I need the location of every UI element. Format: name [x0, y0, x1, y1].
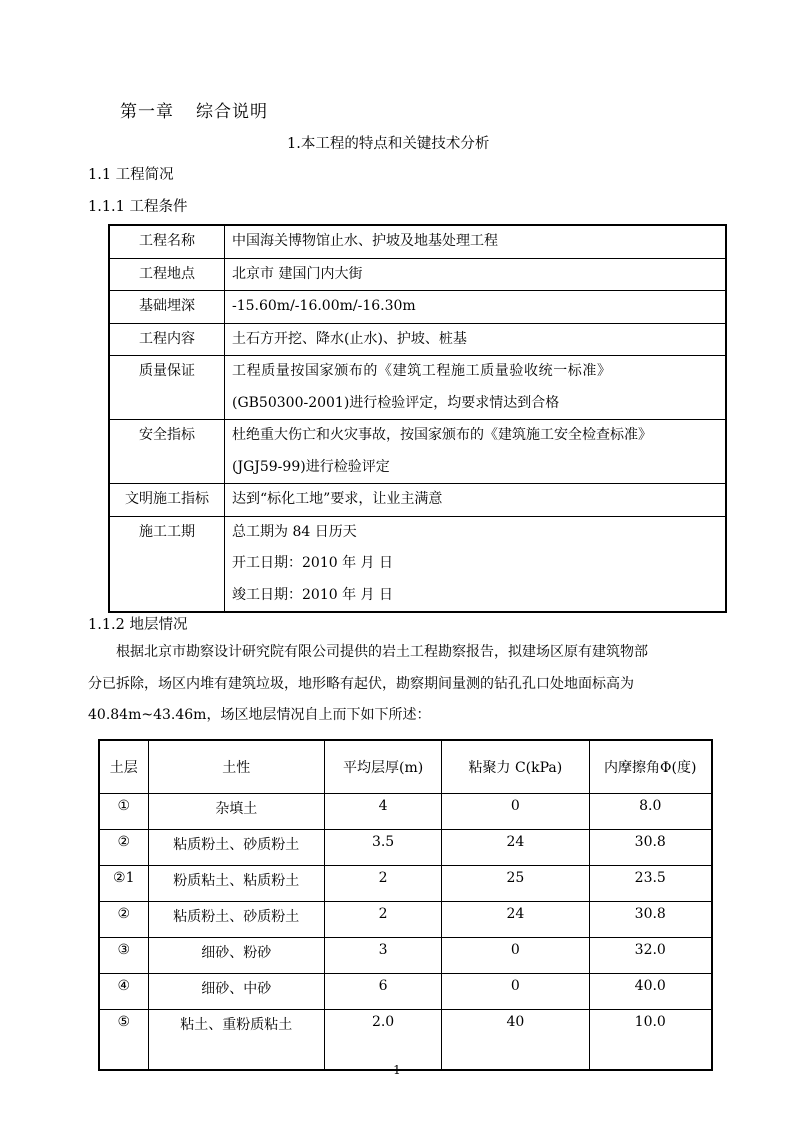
table-cell: 2	[324, 866, 441, 902]
condition-label: 工程内容	[109, 323, 225, 356]
condition-label: 施工工期	[109, 516, 225, 612]
table-cell: 40.0	[589, 974, 712, 1010]
soil-layer-table	[98, 739, 713, 1071]
table-header-row	[99, 740, 712, 794]
table-row	[99, 902, 712, 938]
table-cell: 0	[442, 974, 589, 1010]
table-row	[99, 938, 712, 974]
page-number: 1	[393, 1063, 401, 1077]
table-cell: 23.5	[589, 866, 712, 902]
condition-label: 工程地点	[109, 258, 225, 291]
table-cell: 30.8	[589, 902, 712, 938]
table-cell: 30.8	[589, 830, 712, 866]
column-header: 内摩擦角Φ(度)	[589, 740, 712, 794]
condition-value: 总工期为 84 日历天 开工日期：2010 年 月 日 竣工日期：2010 年 月 日	[225, 516, 727, 612]
table-cell: ②1	[99, 866, 148, 902]
table-cell: 10.0	[589, 1010, 712, 1071]
table-row	[109, 323, 726, 356]
condition-value: 杜绝重大伤亡和火灾事故，按国家颁布的《建筑施工安全检查标准》 (JGJ59-99)进行检验评定	[225, 420, 727, 484]
column-header: 粘聚力 C(kPa)	[442, 740, 589, 794]
table-row	[109, 258, 726, 291]
paragraph-line: 40.84m~43.46m，场区地层情况自上而下如下所述：	[88, 707, 431, 723]
table-cell: 粉质粘土、粘质粉土	[148, 866, 324, 902]
condition-label: 文明施工指标	[109, 484, 225, 517]
table-cell: 细砂、粉砂	[148, 938, 324, 974]
table-cell: 杂填土	[148, 794, 324, 830]
table-row	[99, 794, 712, 830]
heading-1-1-2: 1.1.2 地层情况	[88, 617, 188, 633]
condition-value: 中国海关博物馆止水、护坡及地基处理工程	[225, 225, 727, 258]
heading-1-1-1: 1.1.1 工程条件	[88, 199, 188, 215]
table-cell: ①	[99, 794, 148, 830]
table-cell: 粘质粉土、砂质粉土	[148, 830, 324, 866]
table-row	[109, 420, 726, 484]
table-cell: 细砂、中砂	[148, 974, 324, 1010]
table-row	[109, 356, 726, 420]
table-cell: 4	[324, 794, 441, 830]
section-title: 1.本工程的特点和关键技术分析	[287, 136, 490, 152]
condition-label: 安全指标	[109, 420, 225, 484]
table-cell: 40	[442, 1010, 589, 1071]
table-row	[99, 1010, 712, 1071]
table-row	[109, 225, 726, 258]
table-cell: 25	[442, 866, 589, 902]
chapter-heading	[120, 97, 268, 122]
table-row	[109, 291, 726, 324]
table-cell: 2	[324, 902, 441, 938]
condition-value: 达到“标化工地”要求，让业主满意	[225, 484, 727, 517]
table-cell: 粘质粉土、砂质粉土	[148, 902, 324, 938]
table-cell: 0	[442, 938, 589, 974]
table-cell: 8.0	[589, 794, 712, 830]
table-cell: 0	[442, 794, 589, 830]
condition-label: 工程名称	[109, 225, 225, 258]
table-cell: 32.0	[589, 938, 712, 974]
condition-value: 土石方开挖、降水(止水)、护坡、桩基	[225, 323, 727, 356]
table-cell: 24	[442, 902, 589, 938]
table-cell: ③	[99, 938, 148, 974]
table-cell: 6	[324, 974, 441, 1010]
table-cell: 3	[324, 938, 441, 974]
heading-1-1: 1.1 工程简况	[88, 167, 174, 183]
condition-value: 北京市 建国门内大街	[225, 258, 727, 291]
table-row	[99, 866, 712, 902]
table-cell: 24	[442, 830, 589, 866]
table-cell: 2.0	[324, 1010, 441, 1071]
table-cell: ②	[99, 830, 148, 866]
project-conditions-table	[108, 224, 727, 613]
paragraph-line: 分已拆除，场区内堆有建筑垃圾，地形略有起伏，勘察期间量测的钻孔孔口处地面标高为	[88, 675, 634, 692]
condition-value: 工程质量按国家颁布的《建筑工程施工质量验收统一标准》 (GB50300-2001)进行检验评定，均要求情达到合格	[225, 356, 727, 420]
paragraph-line: 根据北京市勘察设计研究院有限公司提供的岩土工程勘察报告，拟建场区原有建筑物部	[116, 644, 648, 660]
table-row	[109, 484, 726, 517]
table-cell: 3.5	[324, 830, 441, 866]
table-cell: ②	[99, 902, 148, 938]
column-header: 土性	[148, 740, 324, 794]
table-cell: ⑤	[99, 1010, 148, 1071]
strata-paragraph	[88, 637, 718, 732]
table-row	[109, 516, 726, 612]
chapter-number: 第一章	[120, 102, 174, 122]
condition-label: 质量保证	[109, 356, 225, 420]
chapter-title: 综合说明	[196, 102, 268, 122]
table-row	[99, 830, 712, 866]
table-cell: ④	[99, 974, 148, 1010]
column-header: 平均层厚(m)	[324, 740, 441, 794]
condition-value: -15.60m/-16.00m/-16.30m	[225, 291, 727, 324]
column-header: 土层	[99, 740, 148, 794]
condition-label: 基础埋深	[109, 291, 225, 324]
table-row	[99, 974, 712, 1010]
table-cell: 粘土、重粉质粘土	[148, 1010, 324, 1071]
